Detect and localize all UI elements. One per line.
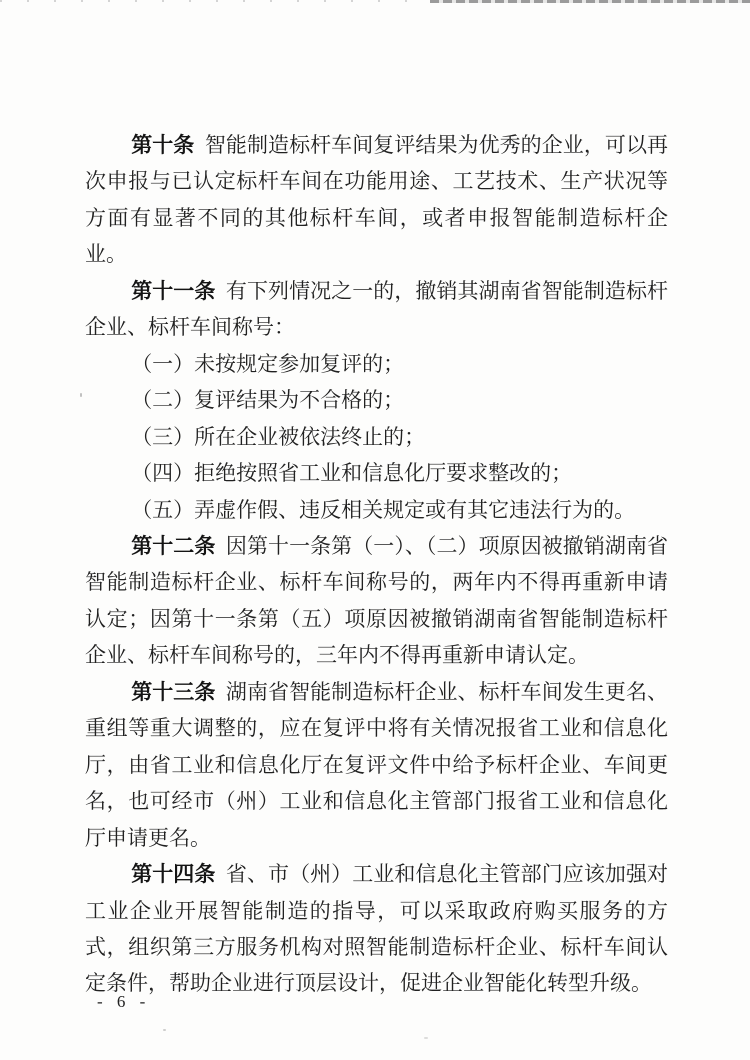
list-item [85,455,668,491]
scan-speck [424,1037,428,1039]
list-item [85,346,668,382]
article-heading: 第十二条 [131,533,216,558]
article-text: （二）复评结果为不合格的； [131,388,405,413]
article-text: （四）拒绝按照省工业和信息化厅要求整改的； [131,461,573,486]
article-paragraph [85,273,668,346]
list-item [85,382,668,418]
article-text: 省、市（州）工业和信息化主管部门应该加强对工业企业开展智能制造的指导，可以采取政府购买服务的方式，组织第三方服务机构对照智能制造标杆企业、标杆车间认定条件，帮助企业进行顶层设计，促进企业智能化转型升级。 [85,862,668,996]
scan-speck [80,393,82,397]
document-body [85,127,668,1002]
article-heading: 第十四条 [131,862,216,887]
article-paragraph [85,127,668,273]
article-text: 因第十一条第（一）、（二）项原因被撤销湖南省智能制造标杆企业、标杆车间称号的，两年内不得再重新申请认定；因第十一条第（五）项原因被撤销湖南省智能制造标杆企业、标杆车间称号的，三年内不得再重新申请认定。 [85,533,669,668]
article-paragraph [85,856,668,1002]
article-text: 智能制造标杆车间复评结果为优秀的企业，可以再次申报与已认定标杆车间在功能用途、工艺技术、生产状况等方面有显著不同的其他标杆车间，或者申报智能制造标杆企业。 [85,133,669,267]
scan-artifact-top-right [430,0,750,3]
article-text: （一）未按规定参加复评的； [131,351,405,376]
list-item [85,492,668,528]
scan-speck [163,1029,166,1031]
article-text: 有下列情况之一的，撤销其湖南省智能制造标杆企业、标杆车间称号： [85,278,668,340]
article-paragraph [85,674,668,856]
article-heading: 第十三条 [131,679,216,704]
scan-artifact-top-left [0,0,430,2]
article-heading: 第十条 [131,133,195,157]
article-text: （三）所在企业被依法终止的； [131,424,426,449]
list-item [85,419,668,455]
article-heading: 第十一条 [131,278,216,303]
article-text: （五）弄虚作假、违反相关规定或有其它违法行为的。 [131,497,636,522]
article-text: 湖南省智能制造标杆企业、标杆车间发生更名、重组等重大调整的，应在复评中将有关情况报省工业和信息化厅，由省工业和信息化厅在复评文件中给予标杆企业、车间更名，也可经市（州）工业和信息化主管部门报省工业和信息化厅申请更名。 [85,679,668,850]
article-paragraph [85,528,668,674]
page-number: - 6 - [97,992,151,1011]
